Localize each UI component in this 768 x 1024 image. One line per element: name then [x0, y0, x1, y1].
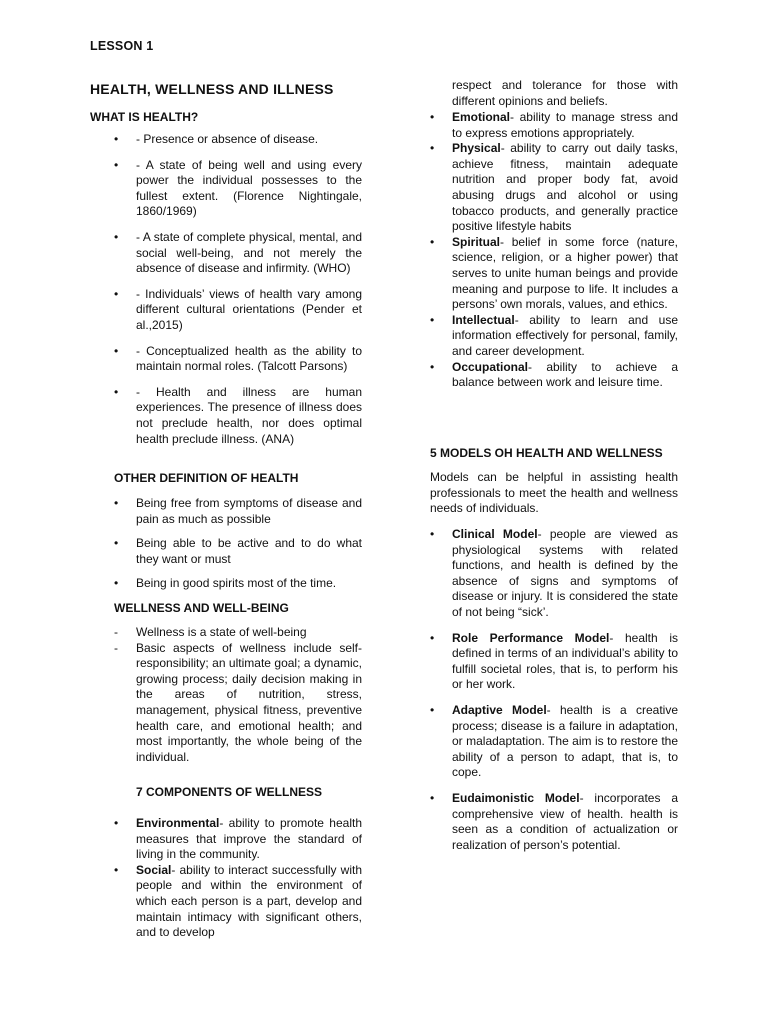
list-item: • Social- ability to interact successfully with people and within the environment of which each person is a part, develop and maintain intimacy with significant others, and to develop [114, 862, 362, 940]
lesson-label: LESSON 1 [90, 39, 154, 53]
social-continued: respect and tolerance for those with different opinions and beliefs. [452, 78, 678, 108]
page-title: HEALTH, WELLNESS AND ILLNESS [90, 81, 334, 97]
term-label: Environmental [136, 816, 220, 830]
list-item: • - A state of complete physical, mental, and social well-being, and not merely the absence of disease and infirmity. (WHO) [114, 229, 362, 276]
list-item: • Being free from symptoms of disease and pain as much as possible [114, 496, 362, 526]
bullet-icon: • [114, 132, 119, 146]
bullet-icon: • [430, 630, 435, 645]
list-item: • Eudaimonistic Model- incorporates a comprehensive view of health. health is seen as a condition of actualization or realization of person’s potential. [430, 790, 679, 852]
bullet-icon: • [430, 312, 435, 327]
models-heading: 5 MODELS OH HEALTH AND WELLNESS [430, 446, 663, 460]
components-heading: 7 COMPONENTS OF WELLNESS [136, 785, 323, 799]
bullet-icon: • [114, 576, 119, 591]
term-label: Physical [452, 141, 501, 156]
bullet-icon: • [114, 862, 119, 877]
term-label: Occupational [452, 359, 529, 374]
bullet-icon: • [114, 229, 119, 244]
list-item: • Clinical Model- people are viewed as physiological systems with related functions, and health is defined by the absence of signs and symptoms of disease or injury. It is considered the state of not being “sick’. [430, 527, 678, 619]
term-label: Eudaimonistic Model [452, 790, 580, 805]
list-item: • Being in good spirits most of the time. [114, 576, 337, 591]
term-label: Intellectual [452, 312, 515, 327]
bullet-icon: • [430, 110, 435, 124]
dash-marker: - [114, 625, 118, 639]
components-list-left [114, 816, 362, 941]
other-definition-heading: OTHER DEFINITION OF HEALTH [114, 471, 299, 485]
list-item: • Occupational- ability to achieve a balance between work and leisure time. [430, 359, 678, 390]
bullet-icon: • [114, 286, 119, 301]
bullet-icon: • [430, 359, 435, 374]
wellness-heading: WELLNESS AND WELL-BEING [114, 601, 289, 615]
bullet-icon: • [114, 536, 119, 551]
bullet-icon: • [114, 157, 119, 172]
bullet-icon: • [430, 702, 435, 717]
other-definition-list [114, 496, 362, 592]
list-item: • - Conceptualized health as the ability to maintain normal roles. (Talcott Parsons) [114, 343, 362, 374]
bullet-icon: • [430, 141, 435, 156]
list-item: • Role Performance Model- health is defined in terms of an individual’s ability to fulfill societal roles, that is, to perform his or her work. [430, 630, 679, 692]
components-list-right [430, 110, 678, 391]
list-item: • Intellectual- ability to learn and use information effectively for personal, family, and career development. [430, 312, 678, 358]
list-item: • Adaptive Model- health is a creative process; disease is a failure in adaptation, or maladaptation. The aim is to restore the ability of a person to adapt, that is, to cope. [430, 702, 678, 780]
list-item: • - Individuals’ views of health vary among different cultural orientations (Pender et al.,2015) [114, 286, 362, 332]
bullet-icon: • [114, 816, 119, 830]
models-intro: Models can be helpful in assisting health professionals to meet the health and wellness needs of individuals. [430, 470, 678, 516]
bullet-icon: • [114, 496, 119, 510]
bullet-icon: • [430, 527, 435, 541]
list-item: • - A state of being well and using every power the individual possesses to the fullest extent. (Florence Nightingale, 1860/1969) [114, 157, 362, 219]
bullet-icon: • [114, 343, 119, 358]
list-item: • - Presence or absence of disease. [114, 132, 319, 146]
bullet-icon: • [430, 234, 435, 249]
list-item: • Emotional- ability to manage stress and to express emotions appropriately. [430, 110, 678, 140]
what-is-health-heading: WHAT IS HEALTH? [90, 110, 199, 124]
wellness-list [114, 625, 362, 765]
term-label: Role Performance Model [452, 630, 610, 645]
term-label: Emotional [452, 110, 511, 124]
term-label: Adaptive Model [452, 702, 547, 717]
list-item: • Being able to be active and to do what they want or must [114, 536, 362, 566]
term-label: Spiritual [452, 234, 501, 249]
list-item: • Spiritual- belief in some force (nature, science, religion, or a higher power) that serves to unite human beings and provide meaning and purpose to life. It includes a persons’ own morals, values, and ethics. [430, 234, 678, 312]
list-item: • Environmental- ability to promote health measures that improve the standard of living in the community. [114, 816, 362, 862]
term-label: Clinical Model [452, 527, 538, 541]
list-item: - Basic aspects of wellness include self-responsibility; an ultimate goal; a dynamic, growing process; daily decision making in the areas of nutrition, stress, management, physical fitness, preventive health care, and emotional health; and most importantly, the whole being of the individual. [114, 640, 362, 764]
what-is-health-list [114, 132, 362, 447]
list-item: • Physical- ability to carry out daily tasks, achieve fitness, maintain adequate nutrition and proper body fat, avoid abusing drugs and alcohol or using tobacco products, and generally practice positive lifestyle habits [430, 141, 678, 234]
term-label: Social [136, 862, 172, 877]
bullet-icon: • [430, 790, 435, 805]
bullet-icon: • [114, 384, 119, 399]
list-item: • - Health and illness are human experiences. The presence of illness does not preclude health, nor does optimal health preclude illness. (ANA) [114, 384, 362, 446]
models-list [430, 527, 678, 853]
list-item: - Wellness is a state of well-being [114, 625, 307, 639]
dash-marker: - [114, 640, 118, 655]
